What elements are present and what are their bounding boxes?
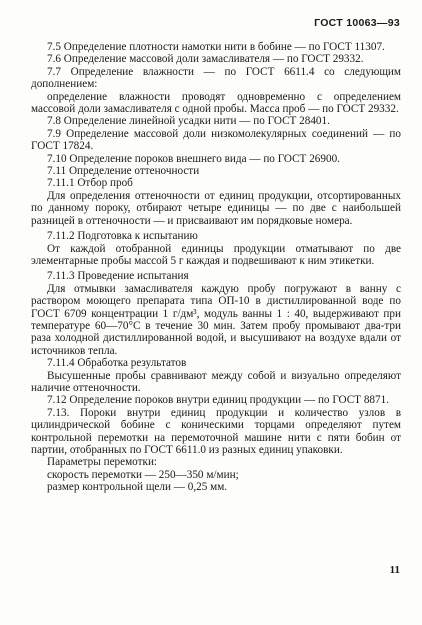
- parameter-slot: размер контрольной щели — 0,25 мм.: [47, 481, 228, 494]
- paragraph-7-8: 7.8 Определение линейной усадки нити — по ГОСТ 28401.: [47, 115, 330, 128]
- standard-header: ГОСТ 10063—93: [314, 17, 400, 29]
- paragraph-7-5: 7.5 Определение плотности намотки нити в бобине — по ГОСТ 11307.: [47, 41, 385, 53]
- paragraph-7-7: 7.7 Определение влажности — по ГОСТ 6611.4 со следующим дополнением:: [31, 65, 401, 91]
- paragraph-procedure: Для отмывки замасливателя каждую пробу погружают в ванну с раствором моющего препарата типа ОП-10 в дистиллированной воде по ГОСТ 6709 концентрации 1 г/дм³, модуль ванны 1 : 40, выдерживают при температуре 60—70°С в течение 30 мин. Затем пробу промывают два-три раза холодной дистиллированной водой, и высушивают на воздухе вдали от источников тепла.: [31, 282, 401, 357]
- rewinding-parameters: [31, 456, 401, 493]
- paragraph-sampling: Для определения оттеночности от единиц продукции, отсортированных по данному пороку, отбирают четыре единицы — по две с наибольшей разницей в оттеночности — и присваивают им порядковые номера.: [31, 189, 401, 227]
- parameters-heading: Параметры перемотки:: [47, 456, 158, 469]
- page-number: 11: [389, 564, 400, 576]
- heading-7-11-1: 7.11.1 Отбор проб: [47, 177, 133, 190]
- paragraph-7-9: 7.9 Определение массовой доли низкомолекулярных соединений — по ГОСТ 17824.: [31, 127, 401, 153]
- heading-7-11-3: 7.11.3 Проведение испытания: [47, 270, 189, 283]
- paragraph-7-7-addition: определение влажности проводят одновременно с определением массовой доли замасливателя с одной пробы. Масса проб — по ГОСТ 29332.: [31, 90, 401, 116]
- document-body: [31, 41, 401, 494]
- paragraph-7-13: 7.13. Пороки внутри единиц продукции и количество узлов в цилиндрической бобине с коническими торцами определяют путем контрольной перемотки на перемоточной машине нити с пяти бобин от партии, отобранных по ГОСТ 6611.0 из разных единиц упаковки.: [31, 406, 401, 456]
- heading-7-11-4: 7.11.4 Обработка результатов: [47, 357, 187, 370]
- paragraph-7-12: 7.12 Определение пороков внутри единиц продукции — по ГОСТ 8871.: [47, 394, 389, 407]
- paragraph-preparation: От каждой отобранной единицы продукции отматывают по две элементарные пробы массой 5 г каждая и подвешивают к ним этикетки.: [31, 242, 401, 267]
- heading-7-11-2: 7.11.2 Подготовка к испытанию: [47, 230, 198, 243]
- parameter-speed: скорость перемотки — 250—350 м/мин;: [47, 468, 239, 481]
- paragraph-7-6: 7.6 Определение массовой доли замасливателя — по ГОСТ 29332.: [47, 53, 364, 66]
- paragraph-results: Высушенные пробы сравнивают между собой и визуально определяют наличие оттеночности.: [31, 369, 401, 394]
- paragraph-7-10: 7.10 Определение пороков внешнего вида — по ГОСТ 26900.: [47, 152, 340, 165]
- heading-7-11: 7.11 Определение оттеночности: [47, 165, 200, 178]
